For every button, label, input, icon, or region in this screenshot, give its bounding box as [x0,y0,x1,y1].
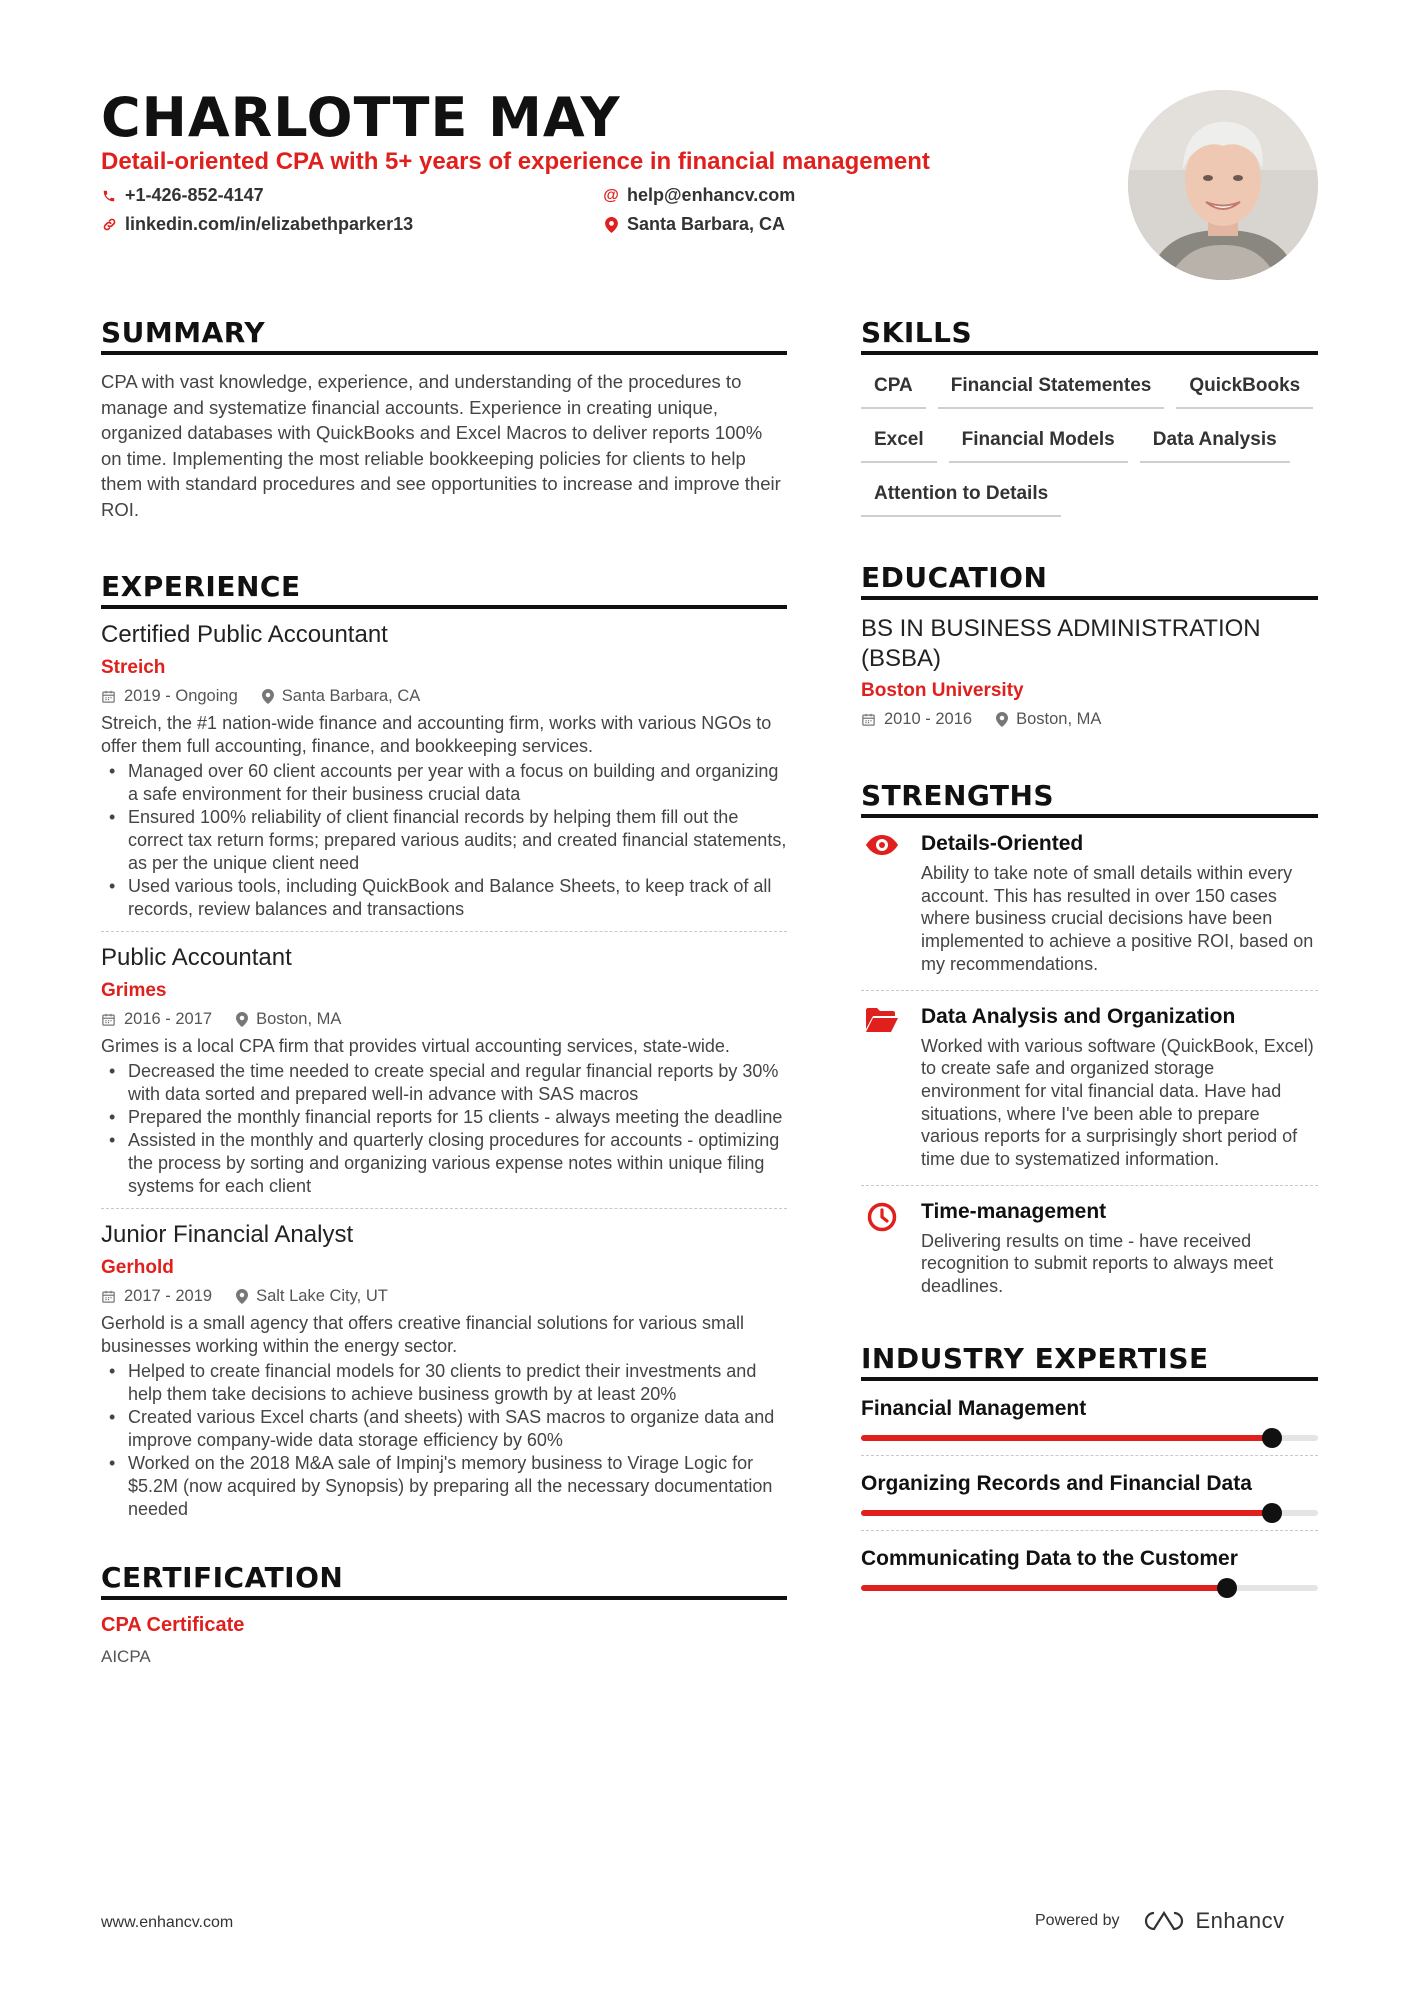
certificate-name: CPA Certificate [101,1614,245,1636]
summary-text: CPA with vast knowledge, experience, and understanding of the procedures to manage and systematize financial accounts. Experience in creating unique, organized databases with QuickBooks and Excel Macros to deliver reports 100% on time. Implementing the most reliable bookkeeping policies for clients to help them with standard procedures and see opportunities to increase and improve their ROI. [101,371,781,520]
education-meta [861,710,1318,729]
job-entry [101,609,787,932]
job-description: Gerhold is a small agency that offers creative financial solutions for various small businesses working within the energy sector. [101,1313,744,1356]
job-dates: 2016 - 2017 [124,1010,213,1028]
expertise-bar-fill [861,1435,1272,1441]
job-title: Public Accountant [101,944,292,971]
location-text: Santa Barbara, CA [627,214,786,234]
enhancv-logo[interactable] [1142,1908,1285,1934]
job-description: Streich, the #1 nation-wide finance and accounting firm, works with various NGOs to offer them full accounting, finance, and bookkeeping services. [101,713,772,756]
job-title: Junior Financial Analyst [101,1221,354,1248]
expertise-item [861,1456,1318,1531]
calendar-icon [101,1289,116,1304]
strengths-section [861,779,1318,1312]
job-bullets [101,1060,787,1198]
map-pin-icon [236,1012,248,1027]
education-section [861,561,1318,729]
contact-email[interactable] [603,185,795,206]
skill-tag: Data Analysis [1140,429,1290,463]
job-entry [101,932,787,1209]
folder-open-icon [861,1005,903,1171]
left-column [101,316,787,1667]
skill-tag: CPA [861,375,926,409]
strength-item [861,1186,1318,1312]
job-location: Salt Lake City, UT [256,1287,388,1305]
expertise-heading: INDUSTRY EXPERTISE [861,1342,1318,1381]
bullet-item: • Worked on the 2018 M&A sale of Impinj's memory business to Virage Logic for $5.2M (now acquired by Synopsis) by preparing all the necessary documentation needed [101,1452,787,1521]
expertise-bar [861,1435,1318,1441]
bullet-item: • Prepared the monthly financial reports for 15 clients - always meeting the deadline [101,1106,787,1129]
skills-section [861,316,1318,517]
education-dates: 2010 - 2016 [884,710,973,728]
footer-website[interactable]: www.enhancv.com [101,1914,234,1931]
footer-branding [1035,1908,1285,1934]
bullet-item: • Assisted in the monthly and quarterly closing procedures for accounts - optimizing the process by sorting and organizing various expense notes within unique filing systems for each client [101,1129,787,1198]
skill-tag: Financial Models [949,429,1128,463]
expertise-bar-fill [861,1510,1272,1516]
certification-heading: CERTIFICATION [101,1561,787,1600]
strength-title: Details-Oriented [921,832,1084,855]
profile-photo [1128,90,1318,280]
contact-phone [101,185,264,206]
linkedin-text[interactable]: linkedin.com/in/elizabethparker13 [125,214,414,234]
job-title: Certified Public Accountant [101,621,388,648]
company-name: Grimes [101,980,167,1001]
strength-description: Worked with various software (QuickBook, Excel) to create safe and organized storage environment for vital financial data. Have had situations, where I've been able to prepare various reports for a surprisingly short period of time due to systematized information. [921,1035,1314,1170]
expertise-item [861,1531,1318,1605]
skills-list [861,375,1318,517]
contact-location [603,214,785,235]
bullet-item: • Managed over 60 client accounts per year with a focus on building and organizing a safe environment for their business crucial data [101,760,787,806]
job-location: Boston, MA [256,1010,342,1028]
expertise-bar-knob [1262,1503,1282,1523]
calendar-icon [861,712,876,727]
degree-title: BS IN BUSINESS ADMINISTRATION (BSBA) [861,615,1261,672]
expertise-bar [861,1510,1318,1516]
job-meta [101,1010,787,1029]
expertise-label: Financial Management [861,1396,1087,1420]
education-heading: EDUCATION [861,561,1318,600]
eye-icon [861,832,903,976]
expertise-bar [861,1585,1318,1591]
skill-tag: Attention to Details [861,483,1061,517]
calendar-icon [101,689,116,704]
brand-name: Enhancv [1195,1908,1285,1933]
map-pin-icon [603,217,619,233]
expertise-bar-knob [1262,1428,1282,1448]
skill-tag: Financial Statementes [938,375,1165,409]
experience-heading: EXPERIENCE [101,570,787,609]
expertise-bar-knob [1217,1578,1237,1598]
map-pin-icon [996,712,1008,727]
strength-description: Ability to take note of small details within every account. This has resulted in over 150 cases where business crucial decisions have been implemented to achieve a positive ROI, based on my recommendations. [921,863,1314,974]
strengths-heading: STRENGTHS [861,779,1318,818]
job-description: Grimes is a local CPA firm that provides virtual accounting services, state-wide. [101,1036,730,1056]
certificate-issuer: AICPA [101,1647,151,1666]
strength-item [861,818,1318,991]
strength-item [861,991,1318,1186]
right-column [861,316,1318,1605]
expertise-label: Communicating Data to the Customer [861,1546,1238,1570]
expertise-bar-fill [861,1585,1227,1591]
bullet-item: • Used various tools, including QuickBook and Balance Sheets, to keep track of all records, review balances and transactions [101,875,787,921]
email-text[interactable]: help@enhancv.com [627,185,796,205]
candidate-name: CHARLOTTE MAY [101,86,621,149]
calendar-icon [101,1012,116,1027]
map-pin-icon [236,1289,248,1304]
company-name: Streich [101,657,166,678]
link-icon [101,217,117,232]
job-dates: 2017 - 2019 [124,1287,213,1305]
expertise-item [861,1381,1318,1456]
summary-section [101,316,787,522]
contact-linkedin[interactable] [101,214,413,235]
summary-heading: SUMMARY [101,316,787,355]
experience-section [101,570,787,1531]
expertise-label: Organizing Records and Financial Data [861,1471,1252,1495]
phone-text: +1-426-852-4147 [125,185,264,205]
skill-tag: QuickBooks [1176,375,1313,409]
certification-section [101,1561,787,1667]
school-name: Boston University [861,680,1024,701]
strength-title: Time-management [921,1199,1107,1223]
expertise-section [861,1342,1318,1605]
enhancv-logo-icon [1142,1910,1188,1932]
job-bullets [101,1360,787,1521]
tagline: Detail-oriented CPA with 5+ years of experience in financial management [101,148,930,175]
job-dates: 2019 - Ongoing [124,687,238,705]
job-meta [101,687,787,706]
bullet-item: • Ensured 100% reliability of client financial records by helping them fill out the correct tax return forms; prepared various audits; and created financial statements, as per the unique client need [101,806,787,875]
bullet-item: • Created various Excel charts (and sheets) with SAS macros to organize data and improve company-wide data storage efficiency by 60% [101,1406,787,1452]
map-pin-icon [262,689,274,704]
at-sign-icon: @ [603,186,619,204]
company-name: Gerhold [101,1257,174,1278]
bullet-item: • Helped to create financial models for 30 clients to predict their investments and help them take decisions to achieve business growth by at least 20% [101,1360,787,1406]
bullet-item: • Decreased the time needed to create special and regular financial reports by 30% with data sorted and prepared well-in advance with SAS macros [101,1060,787,1106]
phone-icon [101,189,117,203]
clock-icon [861,1200,903,1298]
strength-title: Data Analysis and Organization [921,1004,1236,1028]
job-entry [101,1209,787,1531]
job-bullets [101,760,787,921]
skill-tag: Excel [861,429,937,463]
strength-description: Delivering results on time - have received recognition to submit reports to always meet deadlines. [921,1230,1274,1297]
job-location: Santa Barbara, CA [281,687,421,705]
skills-heading: SKILLS [861,316,1318,355]
education-location: Boston, MA [1016,710,1102,728]
powered-by-text: Powered by [1035,1912,1120,1929]
job-meta [101,1287,787,1306]
